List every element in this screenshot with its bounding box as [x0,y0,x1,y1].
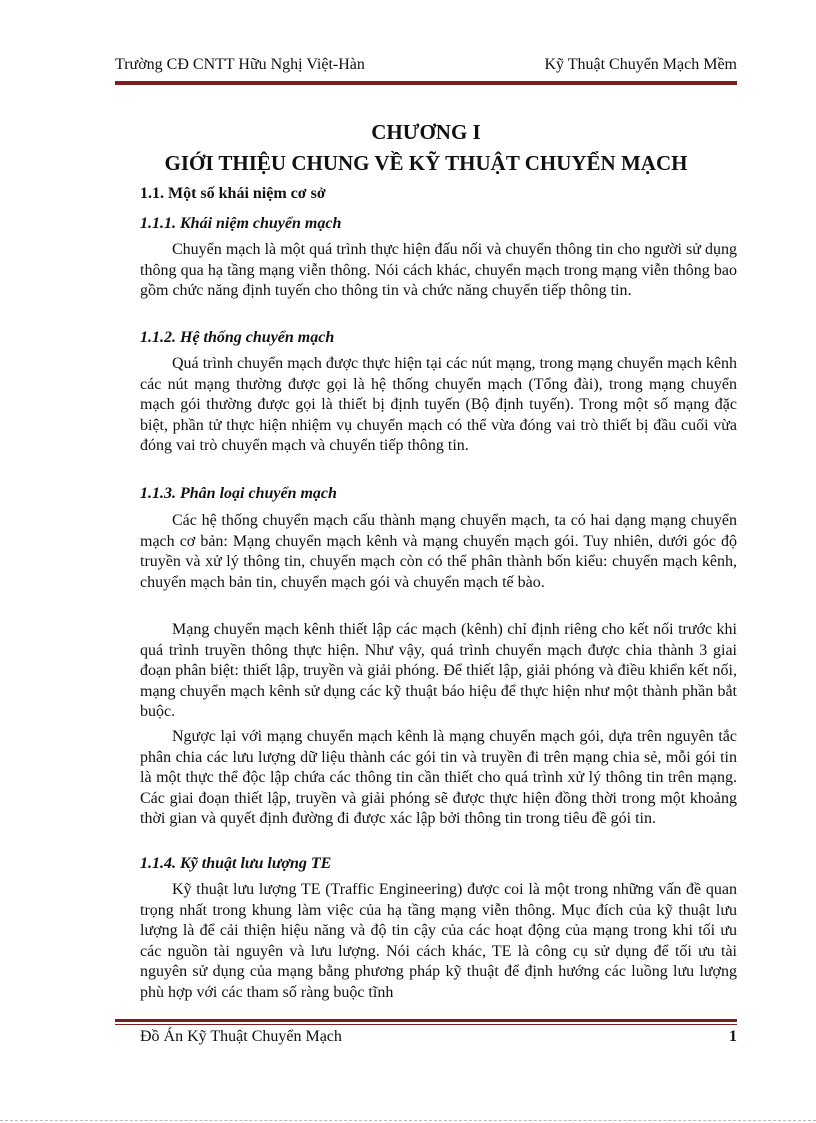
subsection-heading-2: 1.1.2. Hệ thống chuyển mạch [140,329,335,346]
subsection-heading-1: 1.1.1. Khái niệm chuyển mạch [140,215,342,232]
header-school: Trường CĐ CNTT Hữu Nghị Việt-Hàn [115,56,365,73]
subsection-heading-3: 1.1.3. Phân loại chuyển mạch [140,485,337,502]
header-course: Kỹ Thuật Chuyển Mạch Mềm [544,56,737,73]
page-header [115,56,737,78]
paragraph: Các hệ thống chuyển mạch cấu thành mạng chuyển mạch, ta có hai dạng mạng chuyển mạch cơ bản: Mạng chuyển mạch kênh và mạng chuyển mạch gói. Tuy nhiên, dưới góc độ truyền và xử lý thông tin, chuyển mạch còn có thể phân thành bốn kiểu: chuyển mạch kênh, chuyển mạch bản tin, chuyển mạch gói và chuyển mạch tế bào. [140,512,737,591]
footer-rule [115,1019,737,1025]
paragraph: Kỹ thuật lưu lượng TE (Traffic Engineering) được coi là một trong những vấn đề quan trọng nhất trong khung làm việc của hạ tầng mạng viễn thông. Mục đích của kỹ thuật lưu lượng là để cải thiện hiệu năng và độ tin cậy của các hoạt động của mạng trong khi tối ưu các nguồn tài nguyên và lưu lượng. Nói cách khác, TE là công cụ sử dụng để tối ưu tài nguyên sử dụng của mạng bằng phương pháp kỹ thuật để định hướng các luồng lưu lượng phù hợp với các tham số ràng buộc tĩnh [140,881,737,1001]
chapter-title: GIỚI THIỆU CHUNG VỀ KỸ THUẬT CHUYỂN MẠCH [164,151,688,175]
section-heading: 1.1. Một số khái niệm cơ sở [140,185,326,202]
chapter-number: CHƯƠNG I [371,120,481,144]
paragraph: Mạng chuyển mạch kênh thiết lập các mạch (kênh) chỉ định riêng cho kết nối trước khi quá trình truyền thông thực hiện. Như vậy, quá trình chuyển mạch được chia thành 3 giai đoạn phân biệt: thiết lập, truyền và giải phóng. Để thiết lập, giải phóng và điều khiển kết nối, mạng chuyển mạch kênh sử dụng các kỹ thuật báo hiệu để thực hiện như một thành phần bắt buộc. [140,621,737,720]
header-rule [115,79,737,85]
page-number: 1 [729,1028,737,1045]
page-break-line [0,1120,816,1121]
subsection-heading-4: 1.1.4. Kỹ thuật lưu lượng TE [140,855,332,872]
paragraph: Quá trình chuyển mạch được thực hiện tại các nút mạng, trong mạng chuyển mạch kênh các nút mạng thường được gọi là hệ thống chuyển mạch (Tổng đài), trong mạng chuyển mạch gói thường được gọi là thiết bị định tuyến (Bộ định tuyến). Trong một số mạng đặc biệt, phần tử thực hiện nhiệm vụ chuyển mạch có thể vừa đóng vai trò thiết bị đầu cuối vừa đóng vai trò chuyển mạch và chuyển tiếp thông tin. [140,355,737,454]
footer-title: Đồ Án Kỹ Thuật Chuyển Mạch [140,1028,342,1045]
paragraph: Ngược lại với mạng chuyển mạch kênh là mạng chuyển mạch gói, dựa trên nguyên tắc phân chia các lưu lượng dữ liệu thành các gói tin và truyền đi trên mạng chia sẻ, mỗi gói tin là một thực thể độc lập chứa các thông tin cần thiết cho quá trình xử lý thông tin trên mạng. Các giai đoạn thiết lập, truyền và giải phóng sẽ được thực hiện đồng thời trong một khoảng thời gian và quyết định đường đi được xác lập bởi thông tin trong tiêu đề gói tin. [140,728,737,827]
paragraph: Chuyển mạch là một quá trình thực hiện đấu nối và chuyển thông tin cho người sử dụng thông qua hạ tầng mạng viễn thông. Nói cách khác, chuyển mạch trong mạng viễn thông bao gồm chức năng định tuyến cho thông tin và chức năng chuyển tiếp thông tin. [140,241,737,299]
